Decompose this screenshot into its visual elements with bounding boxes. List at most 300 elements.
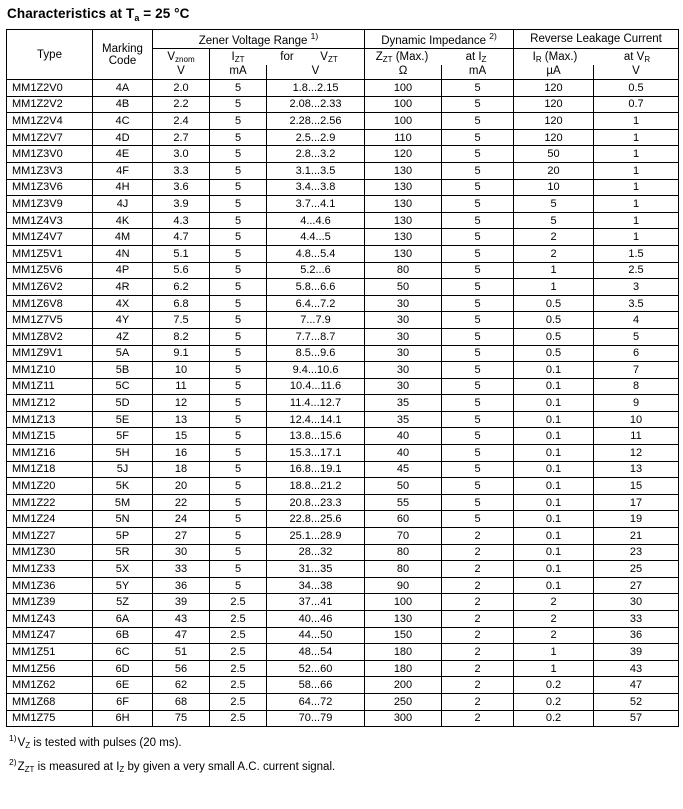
cell-at-vr: 11 [594, 428, 679, 445]
cell-type: MM1Z4V7 [7, 229, 93, 246]
cell-at-iz: 5 [442, 80, 514, 97]
cell-ir: 1 [514, 660, 594, 677]
cell-at-vr: 39 [594, 644, 679, 661]
cell-vznom: 18 [153, 461, 210, 478]
table-row [7, 511, 679, 528]
cell-izt: 5 [210, 411, 267, 428]
cell-type: MM1Z43 [7, 611, 93, 628]
cell-at-iz: 5 [442, 129, 514, 146]
title-suffix: = 25 °C [139, 6, 190, 21]
cell-type: MM1Z30 [7, 544, 93, 561]
unit-izt: mA [210, 65, 267, 80]
cell-at-iz: 5 [442, 411, 514, 428]
table-row [7, 644, 679, 661]
cell-izt: 5 [210, 96, 267, 113]
cell-vzt: 44...50 [267, 627, 365, 644]
footnote-2-text-mid: is measured at I [34, 761, 120, 774]
table-body [7, 80, 679, 727]
cell-at-iz: 5 [442, 328, 514, 345]
footnotes [9, 730, 678, 778]
cell-vzt: 15.3...17.1 [267, 445, 365, 462]
cell-vznom: 22 [153, 494, 210, 511]
cell-vzt: 22.8...25.6 [267, 511, 365, 528]
unit-vzt: V [267, 65, 365, 80]
cell-vznom: 43 [153, 611, 210, 628]
cell-vzt: 52...60 [267, 660, 365, 677]
cell-izt: 5 [210, 162, 267, 179]
cell-at-iz: 5 [442, 494, 514, 511]
cell-at-iz: 5 [442, 478, 514, 495]
cell-vzt: 31...35 [267, 561, 365, 578]
cell-type: MM1Z39 [7, 594, 93, 611]
table-row [7, 129, 679, 146]
cell-vzt: 70...79 [267, 710, 365, 727]
cell-at-iz: 2 [442, 577, 514, 594]
vznom-subscript: znom [175, 55, 195, 65]
cell-vzt: 2.8...3.2 [267, 146, 365, 163]
cell-zzt: 40 [365, 445, 442, 462]
cell-vzt: 18.8...21.2 [267, 478, 365, 495]
table-row [7, 295, 679, 312]
cell-type: MM1Z33 [7, 561, 93, 578]
cell-vzt: 34...38 [267, 577, 365, 594]
cell-ir: 0.1 [514, 461, 594, 478]
cell-type: MM1Z2V0 [7, 80, 93, 97]
cell-at-vr: 9 [594, 395, 679, 412]
table-row [7, 362, 679, 379]
cell-izt: 5 [210, 362, 267, 379]
cell-vznom: 2.2 [153, 96, 210, 113]
cell-marking-code: 4C [93, 113, 153, 130]
cell-marking-code: 5C [93, 378, 153, 395]
cell-zzt: 80 [365, 544, 442, 561]
cell-ir: 20 [514, 162, 594, 179]
cell-vznom: 10 [153, 362, 210, 379]
cell-ir: 0.1 [514, 544, 594, 561]
cell-at-iz: 5 [442, 345, 514, 362]
cell-izt: 5 [210, 179, 267, 196]
cell-izt: 5 [210, 428, 267, 445]
table-row [7, 245, 679, 262]
cell-at-vr: 17 [594, 494, 679, 511]
cell-izt: 5 [210, 345, 267, 362]
cell-marking-code: 6C [93, 644, 153, 661]
cell-at-iz: 5 [442, 146, 514, 163]
cell-ir: 2 [514, 229, 594, 246]
cell-vzt: 9.4...10.6 [267, 362, 365, 379]
cell-vzt: 11.4...12.7 [267, 395, 365, 412]
cell-vzt: 58...66 [267, 677, 365, 694]
cell-vzt: 6.4...7.2 [267, 295, 365, 312]
cell-at-vr: 2.5 [594, 262, 679, 279]
cell-zzt: 150 [365, 627, 442, 644]
footnote-2: $^{2)}Z_{ZT}$ is measured at $I_Z$ by given a very small A.C. current signal. [9, 757, 336, 775]
cell-at-vr: 0.7 [594, 96, 679, 113]
cell-at-vr: 4 [594, 312, 679, 329]
cell-at-vr: 36 [594, 627, 679, 644]
cell-izt: 5 [210, 577, 267, 594]
group-header-zener-voltage-range [153, 30, 365, 49]
cell-marking-code: 6E [93, 677, 153, 694]
cell-at-vr: 1 [594, 179, 679, 196]
cell-at-vr: 15 [594, 478, 679, 495]
table-row [7, 411, 679, 428]
cell-marking-code: 4E [93, 146, 153, 163]
cell-izt: 5 [210, 561, 267, 578]
cell-vznom: 47 [153, 627, 210, 644]
cell-at-iz: 2 [442, 611, 514, 628]
cell-zzt: 130 [365, 196, 442, 213]
cell-vzt: 2.08...2.33 [267, 96, 365, 113]
cell-marking-code: 4N [93, 245, 153, 262]
cell-marking-code: 4Y [93, 312, 153, 329]
at-vr-symbol: at $V_R$ [623, 51, 651, 65]
cell-ir: 120 [514, 129, 594, 146]
table-row [7, 494, 679, 511]
table-row [7, 345, 679, 362]
cell-vzt: 64...72 [267, 693, 365, 710]
cell-at-vr: 1 [594, 146, 679, 163]
cell-ir: 1 [514, 279, 594, 296]
cell-izt: 5 [210, 461, 267, 478]
cell-type: MM1Z3V3 [7, 162, 93, 179]
cell-izt: 2.5 [210, 660, 267, 677]
cell-vznom: 3.3 [153, 162, 210, 179]
cell-izt: 5 [210, 229, 267, 246]
izt-symbol: $I_{ZT}$ [231, 51, 245, 65]
cell-at-iz: 2 [442, 677, 514, 694]
cell-zzt: 55 [365, 494, 442, 511]
cell-at-vr: 25 [594, 561, 679, 578]
cell-at-vr: 57 [594, 710, 679, 727]
cell-izt: 5 [210, 212, 267, 229]
cell-izt: 5 [210, 395, 267, 412]
cell-at-iz: 5 [442, 179, 514, 196]
unit-zzt: Ω [365, 65, 442, 80]
cell-izt: 5 [210, 378, 267, 395]
cell-marking-code: 4R [93, 279, 153, 296]
cell-ir: 0.5 [514, 295, 594, 312]
table-row [7, 262, 679, 279]
cell-vzt: 5.8...6.6 [267, 279, 365, 296]
group-header-reverse-leakage-current: Reverse Leakage Current [514, 30, 679, 49]
table-row [7, 162, 679, 179]
table-row [7, 113, 679, 130]
cell-type: MM1Z5V1 [7, 245, 93, 262]
cell-izt: 2.5 [210, 710, 267, 727]
cell-izt: 5 [210, 279, 267, 296]
cell-at-iz: 5 [442, 428, 514, 445]
cell-izt: 5 [210, 80, 267, 97]
cell-type: MM1Z6V8 [7, 295, 93, 312]
table-row [7, 196, 679, 213]
cell-zzt: 130 [365, 179, 442, 196]
cell-marking-code: 5F [93, 428, 153, 445]
cell-vzt: 2.28...2.56 [267, 113, 365, 130]
cell-vznom: 39 [153, 594, 210, 611]
table-row [7, 478, 679, 495]
cell-zzt: 30 [365, 378, 442, 395]
cell-vznom: 16 [153, 445, 210, 462]
cell-izt: 5 [210, 262, 267, 279]
title-subscript: a [134, 13, 140, 23]
cell-vzt: 8.5...9.6 [267, 345, 365, 362]
cell-at-iz: 5 [442, 378, 514, 395]
cell-at-iz: 5 [442, 362, 514, 379]
column-header-izt-for-vzt [210, 49, 365, 65]
cell-marking-code: 6H [93, 710, 153, 727]
cell-at-iz: 5 [442, 113, 514, 130]
column-header-marking-code: Marking Code [93, 30, 153, 80]
cell-ir: 0.1 [514, 528, 594, 545]
cell-izt: 2.5 [210, 594, 267, 611]
cell-marking-code: 4X [93, 295, 153, 312]
cell-at-iz: 2 [442, 644, 514, 661]
cell-izt: 5 [210, 146, 267, 163]
cell-at-iz: 5 [442, 312, 514, 329]
cell-vznom: 3.6 [153, 179, 210, 196]
cell-marking-code: 4D [93, 129, 153, 146]
cell-ir: 0.1 [514, 511, 594, 528]
cell-type: MM1Z18 [7, 461, 93, 478]
cell-at-iz: 2 [442, 561, 514, 578]
cell-marking-code: 5R [93, 544, 153, 561]
cell-marking-code: 4F [93, 162, 153, 179]
cell-at-iz: 2 [442, 660, 514, 677]
column-header-vznom [153, 49, 210, 65]
cell-at-iz: 5 [442, 262, 514, 279]
cell-vznom: 75 [153, 710, 210, 727]
cell-ir: 0.1 [514, 561, 594, 578]
cell-type: MM1Z47 [7, 627, 93, 644]
cell-vznom: 11 [153, 378, 210, 395]
unit-atiz: mA [442, 65, 514, 80]
cell-at-vr: 7 [594, 362, 679, 379]
table-row [7, 693, 679, 710]
cell-izt: 5 [210, 196, 267, 213]
cell-type: MM1Z12 [7, 395, 93, 412]
cell-at-vr: 1 [594, 162, 679, 179]
cell-marking-code: 5Y [93, 577, 153, 594]
cell-zzt: 60 [365, 511, 442, 528]
cell-zzt: 180 [365, 660, 442, 677]
cell-marking-code: 5K [93, 478, 153, 495]
cell-vznom: 13 [153, 411, 210, 428]
cell-at-iz: 5 [442, 279, 514, 296]
cell-vznom: 51 [153, 644, 210, 661]
table-row [7, 279, 679, 296]
cell-vzt: 13.8...15.6 [267, 428, 365, 445]
cell-izt: 5 [210, 328, 267, 345]
cell-ir: 0.2 [514, 693, 594, 710]
cell-vzt: 3.1...3.5 [267, 162, 365, 179]
cell-vzt: 16.8...19.1 [267, 461, 365, 478]
title-prefix: Characteristics at T [7, 6, 135, 21]
cell-at-vr: 1 [594, 129, 679, 146]
cell-at-vr: 3 [594, 279, 679, 296]
cell-marking-code: 6D [93, 660, 153, 677]
cell-vznom: 9.1 [153, 345, 210, 362]
cell-zzt: 100 [365, 80, 442, 97]
cell-vzt: 37...41 [267, 594, 365, 611]
cell-at-iz: 5 [442, 196, 514, 213]
cell-type: MM1Z68 [7, 693, 93, 710]
cell-marking-code: 4Z [93, 328, 153, 345]
cell-ir: 0.5 [514, 345, 594, 362]
cell-vzt: 25.1...28.9 [267, 528, 365, 545]
cell-vznom: 68 [153, 693, 210, 710]
cell-ir: 1 [514, 644, 594, 661]
cell-at-vr: 27 [594, 577, 679, 594]
cell-vzt: 4.4...5 [267, 229, 365, 246]
cell-marking-code: 4H [93, 179, 153, 196]
cell-ir: 2 [514, 594, 594, 611]
cell-type: MM1Z36 [7, 577, 93, 594]
cell-zzt: 30 [365, 345, 442, 362]
cell-vznom: 8.2 [153, 328, 210, 345]
cell-marking-code: 5M [93, 494, 153, 511]
table-row [7, 594, 679, 611]
cell-zzt: 300 [365, 710, 442, 727]
cell-at-vr: 1 [594, 229, 679, 246]
cell-at-vr: 5 [594, 328, 679, 345]
cell-vznom: 33 [153, 561, 210, 578]
cell-vznom: 30 [153, 544, 210, 561]
cell-at-iz: 5 [442, 229, 514, 246]
cell-marking-code: 6B [93, 627, 153, 644]
cell-at-iz: 5 [442, 96, 514, 113]
table-header [7, 30, 679, 80]
cell-ir: 120 [514, 113, 594, 130]
cell-type: MM1Z10 [7, 362, 93, 379]
cell-vzt: 40...46 [267, 611, 365, 628]
cell-vzt: 2.5...2.9 [267, 129, 365, 146]
cell-vznom: 5.1 [153, 245, 210, 262]
cell-zzt: 30 [365, 295, 442, 312]
cell-type: MM1Z2V4 [7, 113, 93, 130]
cell-at-vr: 19 [594, 511, 679, 528]
cell-vzt: 4.8...5.4 [267, 245, 365, 262]
cell-ir: 120 [514, 80, 594, 97]
cell-at-vr: 1 [594, 212, 679, 229]
cell-ir: 0.1 [514, 362, 594, 379]
cell-vzt: 48...54 [267, 644, 365, 661]
cell-ir: 1 [514, 262, 594, 279]
cell-izt: 5 [210, 295, 267, 312]
cell-marking-code: 5A [93, 345, 153, 362]
cell-zzt: 80 [365, 262, 442, 279]
cell-vzt: 5.2...6 [267, 262, 365, 279]
cell-vzt: 4...4.6 [267, 212, 365, 229]
cell-marking-code: 6F [93, 693, 153, 710]
cell-type: MM1Z6V2 [7, 279, 93, 296]
cell-type: MM1Z16 [7, 445, 93, 462]
cell-at-vr: 30 [594, 594, 679, 611]
cell-zzt: 50 [365, 279, 442, 296]
cell-izt: 5 [210, 494, 267, 511]
vznom-symbol: V [167, 51, 176, 64]
table-row [7, 229, 679, 246]
cell-zzt: 130 [365, 229, 442, 246]
cell-type: MM1Z5V6 [7, 262, 93, 279]
cell-ir: 50 [514, 146, 594, 163]
unit-ir: µA [514, 65, 594, 80]
footnote-2-symbol: Z [17, 761, 25, 774]
cell-type: MM1Z9V1 [7, 345, 93, 362]
cell-marking-code: 4M [93, 229, 153, 246]
cell-ir: 0.5 [514, 312, 594, 329]
for-label: for [280, 51, 294, 64]
cell-zzt: 70 [365, 528, 442, 545]
unit-atvr: V [594, 65, 679, 80]
cell-ir: 0.1 [514, 378, 594, 395]
cell-ir: 0.1 [514, 577, 594, 594]
cell-marking-code: 5B [93, 362, 153, 379]
cell-vznom: 6.8 [153, 295, 210, 312]
footnote-1-text: is tested with pulses (20 ms). [30, 737, 182, 750]
cell-at-iz: 5 [442, 212, 514, 229]
cell-at-vr: 43 [594, 660, 679, 677]
table-row [7, 146, 679, 163]
cell-zzt: 130 [365, 162, 442, 179]
cell-type: MM1Z20 [7, 478, 93, 495]
cell-vzt: 3.4...3.8 [267, 179, 365, 196]
table-row [7, 428, 679, 445]
cell-at-vr: 23 [594, 544, 679, 561]
cell-zzt: 45 [365, 461, 442, 478]
cell-zzt: 30 [365, 328, 442, 345]
table-row [7, 179, 679, 196]
cell-vznom: 27 [153, 528, 210, 545]
cell-zzt: 90 [365, 577, 442, 594]
cell-type: MM1Z56 [7, 660, 93, 677]
cell-marking-code: 5P [93, 528, 153, 545]
cell-izt: 2.5 [210, 644, 267, 661]
cell-zzt: 110 [365, 129, 442, 146]
cell-ir: 5 [514, 212, 594, 229]
cell-type: MM1Z4V3 [7, 212, 93, 229]
cell-ir: 0.1 [514, 428, 594, 445]
table-row [7, 328, 679, 345]
table-row [7, 660, 679, 677]
cell-marking-code: 5J [93, 461, 153, 478]
cell-at-vr: 13 [594, 461, 679, 478]
cell-at-iz: 5 [442, 511, 514, 528]
cell-type: MM1Z7V5 [7, 312, 93, 329]
cell-type: MM1Z3V6 [7, 179, 93, 196]
cell-zzt: 180 [365, 644, 442, 661]
cell-marking-code: 4K [93, 212, 153, 229]
cell-vznom: 5.6 [153, 262, 210, 279]
dynamic-group-label: Dynamic Impedance [381, 35, 487, 47]
cell-zzt: 35 [365, 411, 442, 428]
cell-ir: 2 [514, 245, 594, 262]
table-row [7, 528, 679, 545]
cell-at-vr: 3.5 [594, 295, 679, 312]
cell-type: MM1Z51 [7, 644, 93, 661]
footnote-1-marker: 1) [9, 733, 17, 744]
column-header-ir-atvr [514, 49, 679, 65]
cell-ir: 0.2 [514, 710, 594, 727]
cell-vznom: 12 [153, 395, 210, 412]
cell-vznom: 7.5 [153, 312, 210, 329]
cell-at-iz: 5 [442, 395, 514, 412]
cell-ir: 0.1 [514, 494, 594, 511]
cell-ir: 10 [514, 179, 594, 196]
cell-vzt: 12.4...14.1 [267, 411, 365, 428]
table-row [7, 445, 679, 462]
zzt-max-symbol: $Z_{ZT}$ (Max.) [375, 51, 429, 65]
